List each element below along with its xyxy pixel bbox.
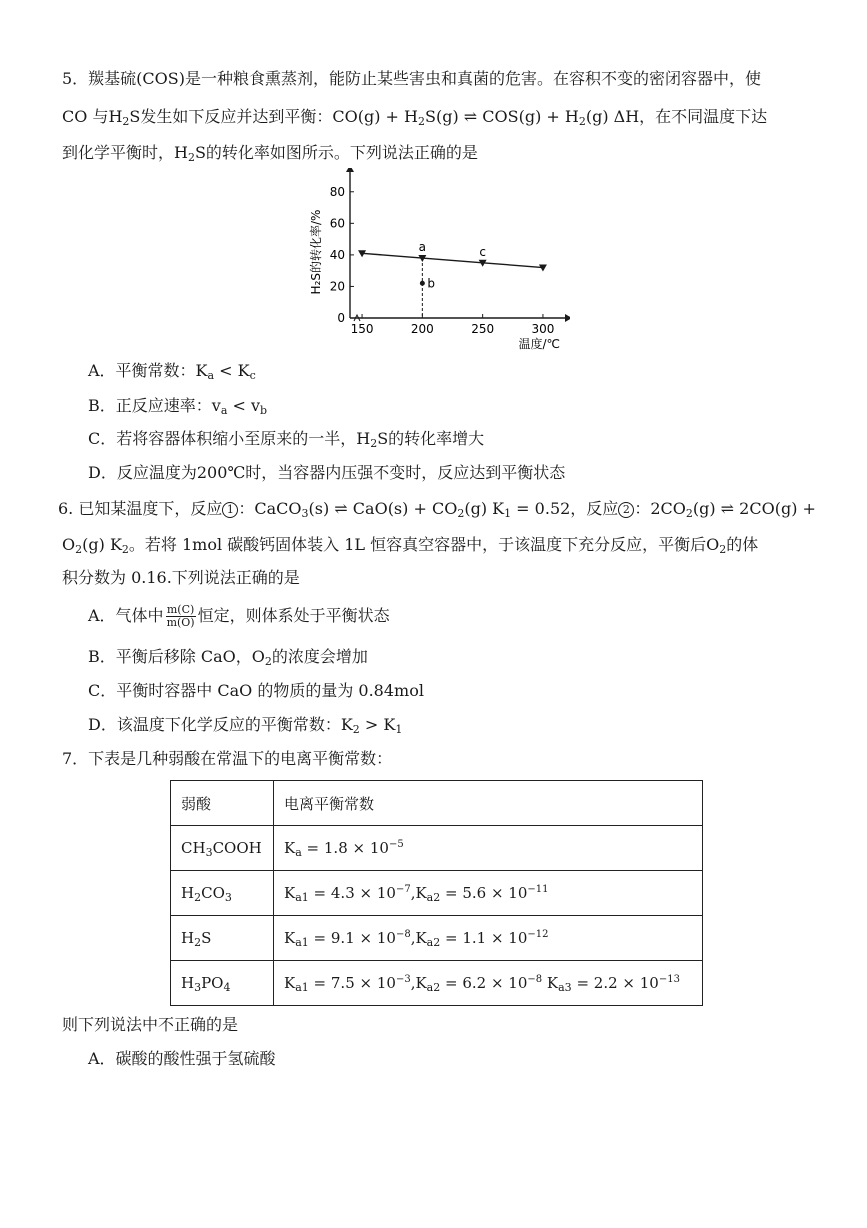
q5-stem-line1: 5．羰基硫(COS)是一种粮食熏蒸剂，能防止某些害虫和真菌的危害。在容积不变的密闭容器中，使 <box>62 69 761 88</box>
table-row <box>171 916 703 961</box>
point-label-c: c <box>479 244 486 259</box>
q5-option-a[interactable]: A．平衡常数：$K_a < K_c$ <box>88 361 256 382</box>
acid-constant: $K_{a1} = 7.5 \times 10^{-3},K_{a2} = 6.2 \times 10^{-8}$ $K_{a3} = 2.2 \times 10^{-13}$ <box>274 961 703 1006</box>
x-tick-label: 200 <box>410 322 434 336</box>
x-axis-label: 温度/℃ <box>518 337 560 351</box>
x-axis-arrow <box>565 314 570 322</box>
q6-option-b[interactable]: B．平衡后移除 CaO，$O_2$的浓度会增加 <box>88 647 368 668</box>
y-tick-label: 60 <box>329 216 345 231</box>
circled-number-2: 2 <box>618 502 634 518</box>
acid-constant: $K_a = 1.8 \times 10^{-5}$ <box>274 826 703 871</box>
q6-stem-line1: 6. 已知某温度下，反应 1 ：CaCO$_3$(s) ⇌ $CaO(s) + CO_2(g) K_1 = 0.52$，反应 2 ：$2CO_2(g)$ ⇌ 2CO(g) + <box>58 499 816 520</box>
series-line <box>362 253 543 267</box>
acid-constant: $K_{a1} = 9.1 \times 10^{-8},K_{a2} = 1.1 \times 10^{-12}$ <box>274 916 703 961</box>
y-tick-label: 20 <box>329 279 345 294</box>
q5-option-c[interactable]: C．若将容器体积缩小至原来的一半，$H_2S$的转化率增大 <box>88 429 485 450</box>
table-row <box>171 826 703 871</box>
table-row <box>171 961 703 1006</box>
mass-ratio-fraction: $\frac{m(C)}{m(O)}$ <box>166 603 195 629</box>
acid-name: $CH_3COOH$ <box>171 826 274 871</box>
y-tick-label: 80 <box>329 184 345 199</box>
acid-name: $H_2S$ <box>171 916 274 961</box>
y-axis-arrow <box>346 168 354 172</box>
point-label-b: b <box>427 276 435 291</box>
point-label-a: a <box>418 240 427 255</box>
ionization-constant-table <box>170 780 703 1006</box>
acid-name: $H_2CO_3$ <box>171 871 274 916</box>
q5-stem-line3: 到化学平衡时，$H_2S$的转化率如图所示。下列说法正确的是 <box>62 143 478 164</box>
q5-option-d[interactable]: D．反应温度为200℃时，当容器内压强不变时，反应达到平衡状态 <box>88 463 566 482</box>
x-tick-label: 250 <box>471 322 495 336</box>
q7-option-a[interactable]: A．碳酸的酸性强于氢硫酸 <box>88 1049 276 1068</box>
q6-stem-line2: $O_2(g)$ $K_2$。若将 1mol 碳酸钙固体装入 1L 恒容真空容器中，于该温度下充分反应，平衡后$O_2$的体 <box>62 535 759 556</box>
q7-stem: 7．下表是几种弱酸在常温下的电离平衡常数： <box>62 749 393 768</box>
y-tick-label: 40 <box>329 247 345 262</box>
q6-option-d[interactable]: D．该温度下化学反应的平衡常数：$K_2 > K_1$ <box>88 715 403 736</box>
table-row <box>171 871 703 916</box>
q6-stem-line3: 积分数为 0.16.下列说法正确的是 <box>62 568 300 587</box>
acid-constant: $K_{a1} = 4.3 \times 10^{-7},K_{a2} = 5.6 \times 10^{-11}$ <box>274 871 703 916</box>
q6-option-a[interactable]: A．气体中 $\frac{m(C)}{m(O)}$ 恒定，则体系处于平衡状态 <box>88 603 390 629</box>
q7-question: 则下列说法中不正确的是 <box>62 1015 239 1034</box>
q6-option-c[interactable]: C．平衡时容器中 CaO 的物质的量为 0.84mol <box>88 681 424 700</box>
circled-number-1: 1 <box>222 502 238 518</box>
table-header-acid: 弱酸 <box>171 781 274 826</box>
point-b-marker <box>420 281 425 286</box>
y-tick-label: 0 <box>337 311 345 325</box>
x-tick-label: 150 <box>350 322 374 336</box>
x-tick-label: 300 <box>531 322 555 336</box>
data-point-marker <box>539 265 547 272</box>
y-axis-label: H₂S的转化率/% <box>309 209 323 295</box>
q5-option-b[interactable]: B．正反应速率：$v_a < v_b$ <box>88 396 268 417</box>
conversion-rate-chart <box>300 168 570 353</box>
acid-name: $H_3PO_4$ <box>171 961 274 1006</box>
table-header-constant: 电离平衡常数 <box>274 781 703 826</box>
q5-stem-line2: CO 与$H_2S$发生如下反应并达到平衡：$CO(g) + H_2S(g)$ ⇌ $COS(g) + H_2(g)$ ΔH，在不同温度下达 <box>62 107 768 128</box>
table-header-row <box>171 781 703 826</box>
